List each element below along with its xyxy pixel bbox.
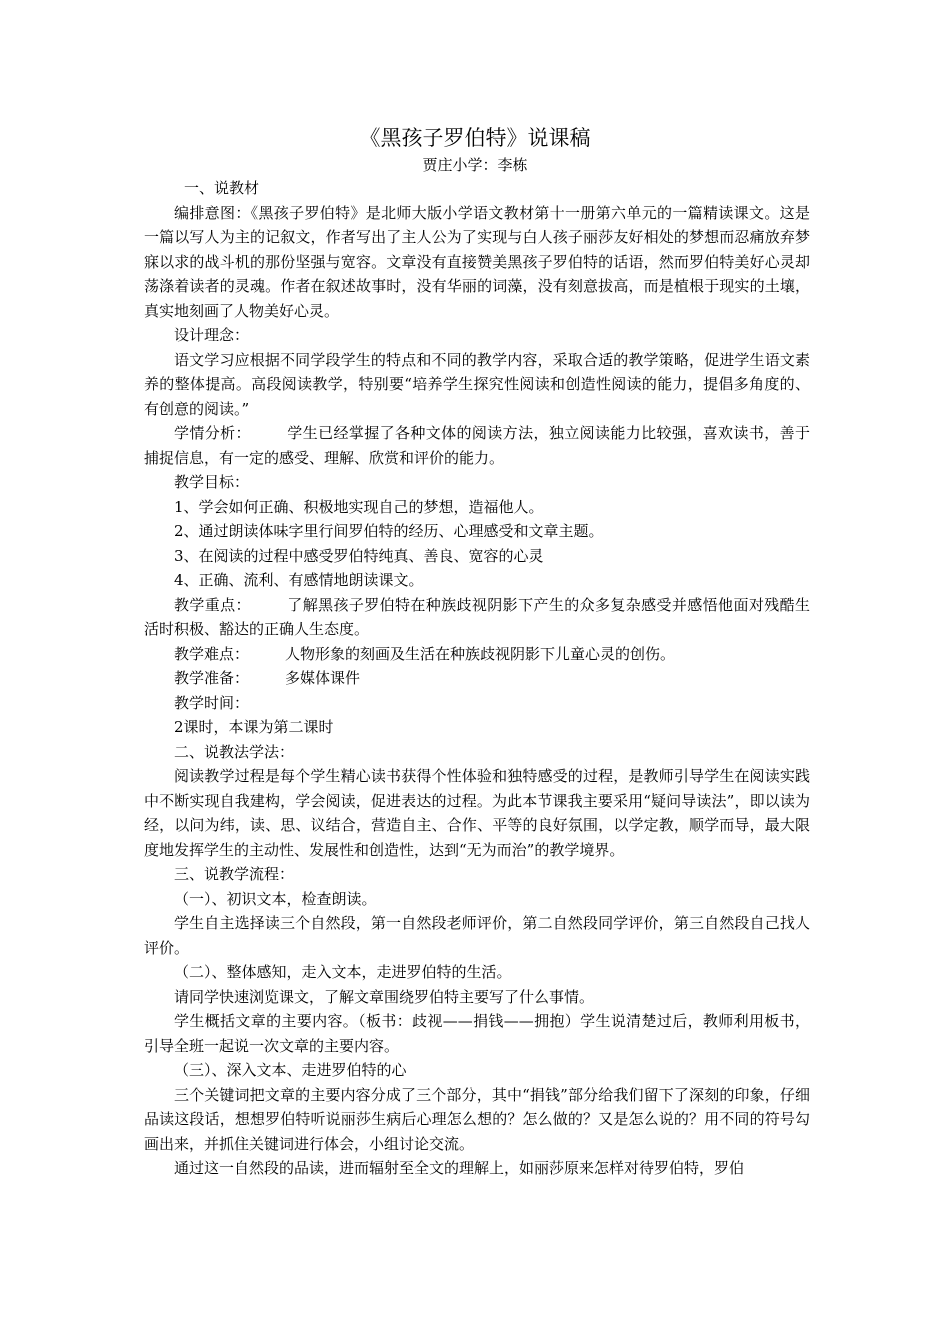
paragraph-label: 教学准备： (174, 669, 250, 687)
paragraph-text: 人物形象的刻画及生活在种族歧视阴影下儿童心灵的创伤。 (285, 644, 676, 663)
document-title: 《黑孩子罗伯特》说课稿 (359, 126, 591, 150)
section-heading: 一、说教材 (184, 179, 260, 197)
subheading: 教学时间： (174, 693, 250, 712)
document-body (144, 176, 810, 1181)
paragraph: 编排意图：《黑孩子罗伯特》是北师大版小学语文教材第十一册第六单元的一篇精读课文。这是一篇以写人为主的记叙文，作者写出了主人公为了实现与白人孩子丽莎友好相处的梦想而忍痛放弃梦寐以求的战斗机的那份坚强与宽容。文章没有直接赞美黑孩子罗伯特的话语，然而罗伯特美好心灵却荡涤着读者的灵魂。作者在叙述故事时，没有华丽的词藻，没有刻意拔高，而是植根于现实的土壤，真实地刻画了人物美好心灵。 (144, 203, 810, 320)
paragraph: 语文学习应根据不同学段学生的特点和不同的教学内容，采取合适的教学策略，促进学生语文素养的整体提高。高段阅读教学，特别要“培养学生探究性阅读和创造性阅读的能力，提倡多角度的、有创意的阅读。” (144, 350, 810, 418)
list-item: 2、通过朗读体味字里行间罗伯特的经历、心理感受和文章主题。 (174, 522, 604, 540)
subheading: （一）、初识文本，检查朗读。 (174, 889, 377, 908)
list-item: 1、学会如何正确、积极地实现自己的梦想，造福他人。 (174, 497, 544, 516)
labeled-paragraph (144, 593, 810, 642)
paragraph-text: 了解黑孩子罗伯特在种族歧视阴影下产生的众多复杂感受并感悟他面对残酷生活时积极、豁达的正确人生态度。 (144, 595, 810, 638)
subheading: 设计理念： (174, 326, 250, 344)
subheading: （三）、深入文本、走进罗伯特的心 (174, 1061, 407, 1079)
paragraph-label: 教学重点： (174, 595, 251, 614)
paragraph: 阅读教学过程是每个学生精心读书获得个性体验和独特感受的过程，是教师引导学生在阅读实践中不断实现自我建构，学会阅读，促进表达的过程。为此本节课我主要采用“疑问导读法”，即以读为经，以问为纬，读、思、议结合，营造自主、合作、平等的良好氛围，以学定教，顺学而导，最大限度地发挥学生的主动性、发展性和创造性，达到“无为而治”的教学境界。 (144, 767, 810, 859)
paragraph-text: 多媒体课件 (285, 669, 361, 687)
paragraph: 学生概括文章的主要内容。（板书：歧视——捐钱——拥抱）学生说清楚过后，教师利用板书，引导全班一起说一次文章的主要内容。 (144, 1012, 810, 1055)
section-heading: 三、说教学流程： (174, 865, 295, 883)
labeled-paragraph (144, 666, 810, 691)
paragraph: 三个关键词把文章的主要内容分成了三个部分，其中“捐钱”部分给我们留下了深刻的印象，仔细品读这段话，想想罗伯特听说丽莎生病后心理怎么想的？怎么做的？又是怎么说的？用不同的符号勾画出来，并抓住关键词进行体会，小组讨论交流。 (144, 1085, 810, 1153)
paragraph-text: 学生已经掌握了各种文体的阅读方法，独立阅读能力比较强，喜欢读书，善于捕捉信息，有一定的感受、理解、欣赏和评价的能力。 (144, 424, 810, 467)
labeled-paragraph (144, 642, 810, 667)
paragraph: 通过这一自然段的品读，进而辐射至全文的理解上，如丽莎原来怎样对待罗伯特，罗伯 (174, 1159, 745, 1177)
paragraph-label: 教学难点： (174, 644, 250, 663)
paragraph: 请同学快速浏览课文，了解文章围绕罗伯特主要写了什么事情。 (174, 987, 595, 1006)
section-heading: 二、说教法学法： (174, 742, 295, 761)
paragraph-label: 学情分析： (174, 424, 251, 442)
paragraph: 学生自主选择读三个自然段，第一自然段老师评价，第二自然段同学评价，第三自然段自己找人评价。 (144, 914, 810, 957)
list-item: 4、正确、流利、有感情地朗读课文。 (174, 571, 424, 589)
list-item: 3、在阅读的过程中感受罗伯特纯真、善良、宽容的心灵 (174, 546, 544, 565)
document-author: 贾庄小学：李栋 (422, 156, 528, 174)
paragraph: 2课时，本课为第二课时 (174, 718, 334, 736)
subheading: （二）、整体感知，走入文本，走进罗伯特的生活。 (174, 963, 512, 981)
labeled-paragraph (144, 421, 810, 470)
subheading: 教学目标： (174, 473, 250, 491)
